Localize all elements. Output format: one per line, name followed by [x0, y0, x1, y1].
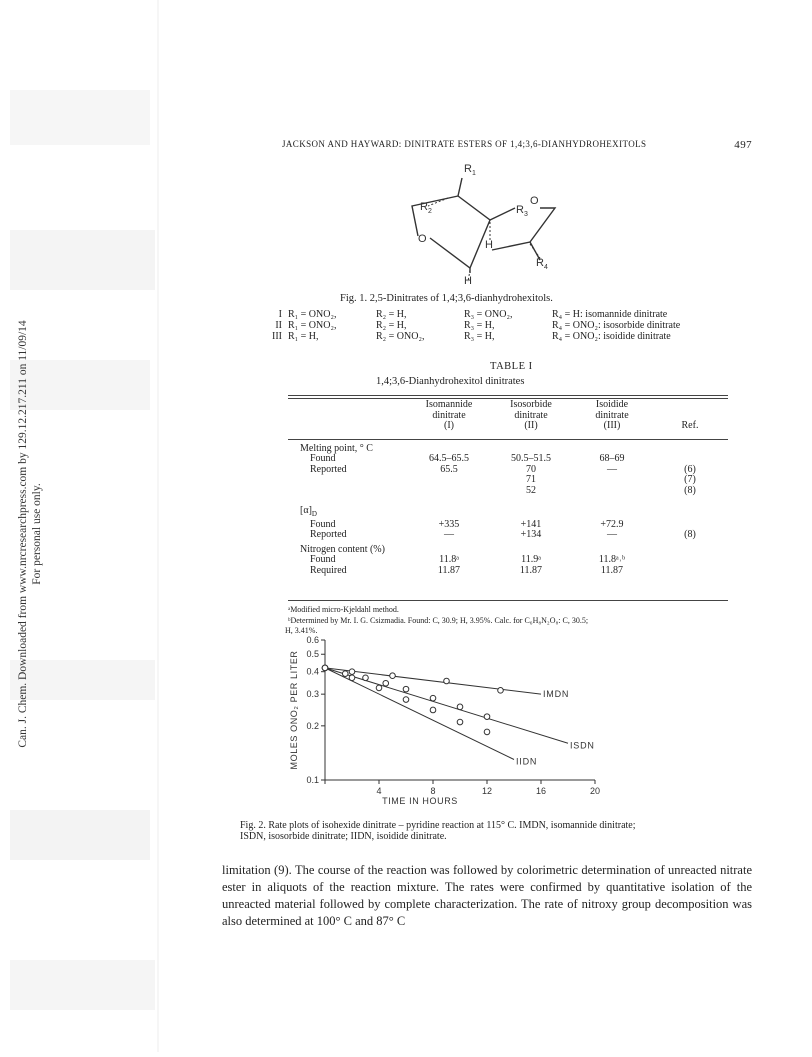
series-label-isdn: ISDN	[570, 740, 595, 751]
value-cell	[490, 541, 572, 556]
data-point-isdn	[383, 680, 389, 686]
table-row	[288, 541, 728, 556]
rate-plot-svg	[285, 630, 625, 812]
data-point-imdn	[498, 688, 504, 694]
download-notice-line2: For personal use only.	[31, 483, 43, 585]
footnote-a: ᵃModified micro-Kjeldahl method.	[288, 605, 399, 614]
struct-h-bottom: H	[464, 275, 472, 287]
value-cell: 71	[526, 474, 536, 485]
data-point-imdn	[390, 673, 396, 679]
y-tick-label: 0.4	[306, 666, 319, 677]
row-label: $[\alpha]_D$	[300, 505, 317, 518]
value-cell: 65.5	[440, 463, 458, 475]
data-point-imdn	[349, 669, 355, 675]
ref-cell	[652, 541, 728, 556]
y-tick-label: 0.2	[306, 720, 319, 731]
row-label: Nitrogen content (%)	[300, 543, 385, 555]
value-cell: 11.9ᵃ	[521, 554, 541, 565]
col-header-isosorbide: Isosorbide dinitrate (II)	[510, 399, 552, 431]
value-cell: 50.5–51.5	[511, 453, 551, 464]
value-cell: 11.87	[437, 564, 461, 576]
value-cell: —	[607, 529, 617, 540]
row-label: Reported	[310, 463, 347, 475]
x-tick-label: 4	[376, 786, 382, 796]
data-point-iidn	[322, 665, 328, 671]
chemical-structure	[390, 158, 570, 295]
data-point-iidn	[349, 675, 355, 681]
table1-caption: 1,4;3,6-Dianhydrohexitol dinitrates	[376, 376, 525, 387]
substituent-row	[256, 331, 686, 342]
ref-cell: (8)	[684, 484, 696, 496]
rate-plot	[285, 630, 625, 817]
col-header-isoidide: Isoidide dinitrate (III)	[595, 399, 629, 431]
data-point-isdn	[363, 675, 369, 681]
x-tick-label: 16	[535, 786, 547, 796]
fig2-caption-line1: Fig. 2. Rate plots of isohexide dinitrate – pyridine reaction at 115° C. IMDN, isomannide dinitrate;	[240, 820, 636, 831]
value-cell: +72.9	[600, 518, 624, 530]
struct-h-center: H	[485, 239, 493, 251]
table-row	[288, 454, 728, 465]
data-point-iidn	[430, 707, 436, 713]
body-paragraph: limitation (9). The course of the reaction was followed by colorimetric determination of unreacted nitrate ester in aliquots of the reaction mixture. The rates were confirmed by quantitative isolation of the unreacted material followed by complete characterization. The rate of nitroxy group decomposition was also determined at 100° C and 87° C	[222, 863, 752, 928]
value-cell: 70	[526, 463, 536, 475]
fig1-caption: Fig. 1. 2,5-Dinitrates of 1,4;3,6-dianhydrohexitols.	[340, 293, 553, 304]
r3-def: R₃ = ONO₂,	[464, 309, 513, 320]
table1-title: TABLE I	[490, 361, 533, 372]
table-row	[288, 475, 728, 486]
value-cell	[408, 496, 490, 520]
value-cell: +141	[520, 518, 542, 530]
r4-def: R₄ = ONO₂: isosorbide dinitrate	[552, 320, 681, 331]
r4-def: R₄ = ONO₂: isoidide dinitrate	[552, 331, 671, 342]
row-label: Found	[310, 453, 336, 464]
data-point-iidn	[484, 729, 490, 735]
data-point-isdn	[403, 686, 409, 692]
page-number: 497	[734, 139, 752, 151]
table-row	[288, 486, 728, 497]
series-label-imdn: IMDN	[543, 689, 570, 700]
value-cell: —	[444, 529, 454, 540]
value-cell: 11.87	[600, 564, 624, 576]
row-label: Required	[310, 564, 347, 576]
value-cell: —	[607, 463, 617, 475]
substituent-row	[256, 320, 686, 331]
row-label: Found	[310, 518, 336, 530]
y-axis-label: MOLES ONO₂ PER LITER	[289, 650, 299, 770]
footnote-b-line2: H, 3.41%.	[285, 626, 318, 635]
data-point-imdn	[444, 678, 450, 684]
ref-cell	[652, 566, 728, 577]
table-row	[288, 444, 728, 455]
table-top-rule	[288, 395, 728, 396]
y-tick-label: 0.6	[306, 635, 319, 645]
ref-cell	[652, 454, 728, 465]
roman-numeral: II	[275, 320, 282, 331]
download-notice	[16, 194, 44, 874]
value-cell	[408, 475, 490, 486]
x-tick-label: 12	[481, 786, 493, 796]
r2-def: R₂ = H,	[376, 320, 407, 331]
left-margin-strip	[0, 0, 160, 1052]
table-bottom-rule	[288, 600, 728, 601]
data-point-iidn	[376, 685, 382, 691]
value-cell: +335	[438, 518, 460, 530]
struct-r4: $R_4$	[536, 257, 548, 271]
fig2-caption	[240, 820, 758, 842]
value-cell: 11.8ᵃ˒ᵇ	[598, 554, 626, 565]
r1-def: R₁ = H,	[288, 331, 319, 342]
alpha-subscript: D	[311, 510, 317, 518]
col-header-isomannide: Isomannide dinitrate (I)	[425, 399, 473, 431]
series-label-iidn: IIDN	[516, 756, 538, 767]
series-line-imdn	[325, 668, 541, 694]
data-point-isdn	[457, 704, 463, 710]
body-text	[222, 862, 752, 930]
data-point-iidn	[403, 697, 409, 703]
substituent-definitions	[256, 309, 686, 342]
ref-cell	[652, 555, 728, 566]
running-title: JACKSON AND HAYWARD: DINITRATE ESTERS OF 1,4;3,6-DIANHYDROHEXITOLS	[282, 139, 647, 149]
running-header	[282, 139, 752, 149]
fig2-caption-line2: ISDN, isosorbide dinitrate; IIDN, isoidide dinitrate.	[240, 831, 447, 842]
row-label: Reported	[310, 529, 347, 540]
r1-def: R₁ = ONO₂,	[288, 320, 337, 331]
value-cell: 11.87	[519, 564, 543, 576]
table-top-rule-2	[288, 398, 728, 399]
struct-o-left: O	[418, 233, 427, 245]
ref-cell	[652, 444, 728, 455]
roman-numeral: I	[278, 309, 282, 320]
y-tick-label: 0.5	[306, 649, 319, 660]
r2-def: R₂ = H,	[376, 309, 407, 320]
table-row	[288, 566, 728, 577]
data-point-isdn	[430, 695, 436, 701]
x-tick-label: 8	[430, 786, 436, 796]
row-label: Found	[310, 554, 336, 565]
r2-def: R₂ = ONO₂,	[376, 331, 425, 342]
value-cell: +134	[520, 529, 542, 540]
value-cell: 64.5–65.5	[429, 453, 469, 464]
value-cell	[408, 541, 490, 556]
y-tick-label: 0.1	[306, 775, 319, 785]
value-cell	[572, 496, 652, 520]
r3-def: R₃ = H,	[464, 331, 495, 342]
y-tick-label: 0.3	[306, 689, 319, 700]
value-cell	[572, 541, 652, 556]
table-row	[288, 530, 728, 541]
dianhydrohexitol-structure	[390, 158, 570, 290]
table-row	[288, 465, 728, 476]
value-cell: 68–69	[599, 453, 625, 464]
data-point-isdn	[484, 714, 490, 720]
data-point-iidn	[457, 719, 463, 725]
row-label	[288, 475, 408, 486]
table1	[288, 400, 728, 576]
roman-numeral: III	[272, 331, 282, 342]
struct-r3: $R_3$	[516, 204, 528, 218]
footnote-b-line1: ᵇDetermined by Mr. I. G. Csizmadia. Found: C, 30.9; H, 3.95%. Calc. for C₆H₈N₂O₈: C, 30.5;	[288, 616, 589, 625]
col-header-ref: Ref.	[681, 420, 699, 431]
substituent-row	[256, 309, 686, 320]
r1-def: R₁ = ONO₂,	[288, 309, 337, 320]
value-cell	[572, 475, 652, 486]
r4-def: R₄ = H: isomannide dinitrate	[552, 309, 668, 320]
r3-def: R₃ = H,	[464, 320, 495, 331]
ref-cell: (6)	[684, 463, 696, 475]
ref-cell: (7)	[684, 474, 696, 485]
value-cell	[572, 486, 652, 497]
struct-r1: $R_1$	[464, 163, 476, 177]
struct-r2: $R_2$	[420, 201, 432, 215]
x-tick-label: 20	[589, 786, 601, 796]
value-cell	[490, 496, 572, 520]
struct-o-right: O	[530, 195, 539, 207]
x-axis-label: TIME IN HOURS	[382, 796, 458, 806]
table-row	[288, 555, 728, 566]
download-notice-line1: Can. J. Chem. Downloaded from www.nrcresearchpress.com by 129.12.217.211 on 11/09/14	[17, 320, 29, 748]
data-point-isdn	[342, 671, 348, 677]
value-cell: 11.8ᵃ	[439, 554, 459, 565]
ref-cell: (8)	[684, 529, 696, 540]
row-label: Melting point, ° C	[300, 442, 373, 454]
value-cell	[408, 486, 490, 497]
table-row	[288, 496, 728, 520]
table-row	[288, 520, 728, 531]
value-cell: 52	[526, 484, 536, 496]
ref-cell	[652, 496, 728, 520]
row-label	[288, 486, 408, 497]
